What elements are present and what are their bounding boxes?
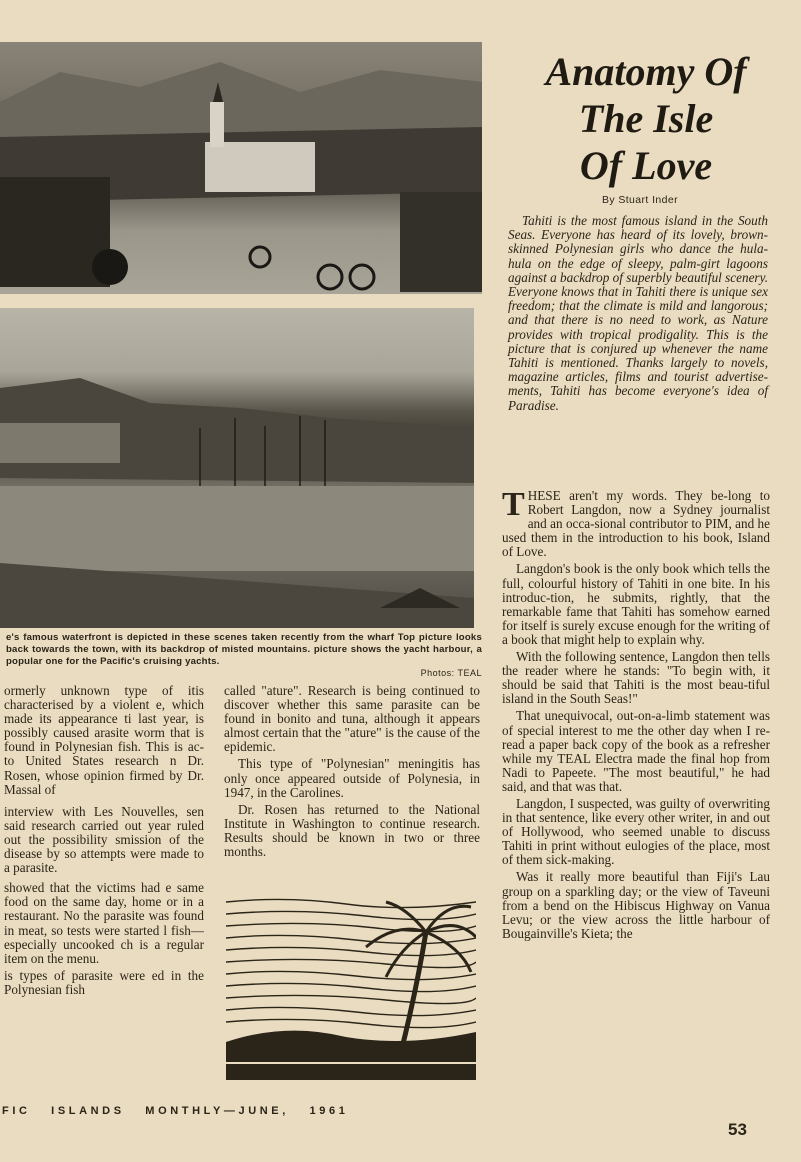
left-paragraph-3: showed that the victims had e same food on the same day, home or in a restaurant. No the parasite was found in meat, so tests were started l fish—especially uncooked ch is a regular item on the menu. xyxy=(4,880,204,966)
page-number: 53 xyxy=(728,1120,747,1139)
byline: By Stuart Inder xyxy=(601,194,679,206)
mid-paragraph-3: Dr. Rosen has returned to the National Institute in Washington to continue research. Results should be known in two or three months. xyxy=(224,801,480,860)
photo-caption: e's famous waterfront is depicted in these scenes taken recently from the wharf Top picture looks back towards the town, with its backdrop of misted mountains. picture shows the yacht harbour, a popular one for the Pacific's cruising yachts. xyxy=(6,632,482,667)
top-photo-scene xyxy=(0,42,482,294)
article-paragraph-1: HESE aren't my words. They be-long to Robert Langdon, now a Sydney journalist and an occa-sional contributor to PIM, and he used them in the introduction to his book, Island of Love. xyxy=(502,488,770,560)
left-paragraph-4: is types of parasite were ed in the Polynesian fish xyxy=(4,967,204,997)
title-line-1: Anatomy Of xyxy=(545,49,747,94)
drop-cap: T xyxy=(502,486,525,523)
article-paragraph-4: That unequivocal, out-on-a-limb statement was of special interest to me the other day when I re-read a paper back copy of the book as a refresher while my TEAL Electra made the final hop from Nadi to Papeete. "The most beautiful," he had said, and that was that. xyxy=(502,708,770,794)
photo-credit: Photos: TEAL xyxy=(420,668,482,678)
bottom-photo xyxy=(0,308,474,628)
title-line-3: Of Love xyxy=(579,143,713,188)
palm-illustration-drawing xyxy=(226,892,476,1082)
article-intro: Tahiti is the most famous island in the South Seas. Everyone has heard of its lovely, brown-skinned Polynesian girls who dance the hula-hula on the edge of sleepy, palm-girt lagoons against a backdrop of superbly beautiful scenery. Everyone knows that in Tahiti there is unique sex freedom; that the climate is mild and langorous; and that there is no need to work, as Nature provides with tropical prodigality. This is the picture that is conjured up whenever the name Tahiti is mentioned. Thanks largely to novels, magazine articles, films and tourist advertise-ments, Tahiti has become everyone's idea of Paradise. xyxy=(508,213,768,413)
top-photo xyxy=(0,42,482,294)
left-column xyxy=(4,684,204,1000)
palm-illustration xyxy=(226,892,476,1082)
middle-column xyxy=(224,684,480,862)
left-paragraph-1: ormerly unknown type of itis characterised by a violent e, which made its appearance ti last year, is possibly caused arasite worm that is found in Polynesian fish. This is ac- to United States research n Dr. Rosen, whose opinion firmed by Dr. Massal of xyxy=(4,683,204,797)
article-right-column xyxy=(502,486,770,944)
article-paragraph-5: Langdon, I suspected, was guilty of overwriting in that sentence, like every other writer, in and out of Hollywood, who seemed unable to discuss Tahiti in print without eulogies of the place, most of them sick-making. xyxy=(502,795,770,868)
article-paragraph-6: Was it really more beautiful than Fiji's Lau group on a sparkling day; or the view of Taveuni from a bend on the Hibiscus Highway on Vanua Levu; or the view across the little harbour of Bougainville's Kieta; the xyxy=(502,869,770,941)
left-paragraph-2: interview with Les Nouvelles, sen said research carried out year ruled out the possibility smission of the disease by so attempts were made to a parasite. xyxy=(4,803,204,876)
bottom-photo-scene xyxy=(0,308,474,628)
page-footer-masthead: FIC ISLANDS MONTHLY—JUNE, 1961 xyxy=(2,1105,349,1117)
article-title xyxy=(500,48,792,189)
mid-paragraph-1: called "ature". Research is being continued to discover whether this same parasite can be found in bonito and tuna, although it appears almost certain that the "ature" is the cause of the epidemic. xyxy=(224,683,480,755)
title-line-2: The Isle xyxy=(578,96,714,141)
mid-paragraph-2: This type of "Polynesian" meningitis has only once appeared outside of Polynesia, in 1947, in the Carolines. xyxy=(224,756,480,800)
article-paragraph-2: Langdon's book is the only book which tells the full, colourful history of Tahiti in one bite. In his introduc-tion, he submits, rightly, that the remarkable fame that Tahiti has somehow earned for itself is surely excuse enough for the writing of a book that might help to explain why. xyxy=(502,561,770,647)
article-paragraph-3: With the following sentence, Langdon then tells the reader where he stands: "To begin with, it should be said that Tahiti is the most beau-tiful island in the South Seas!" xyxy=(502,649,770,707)
